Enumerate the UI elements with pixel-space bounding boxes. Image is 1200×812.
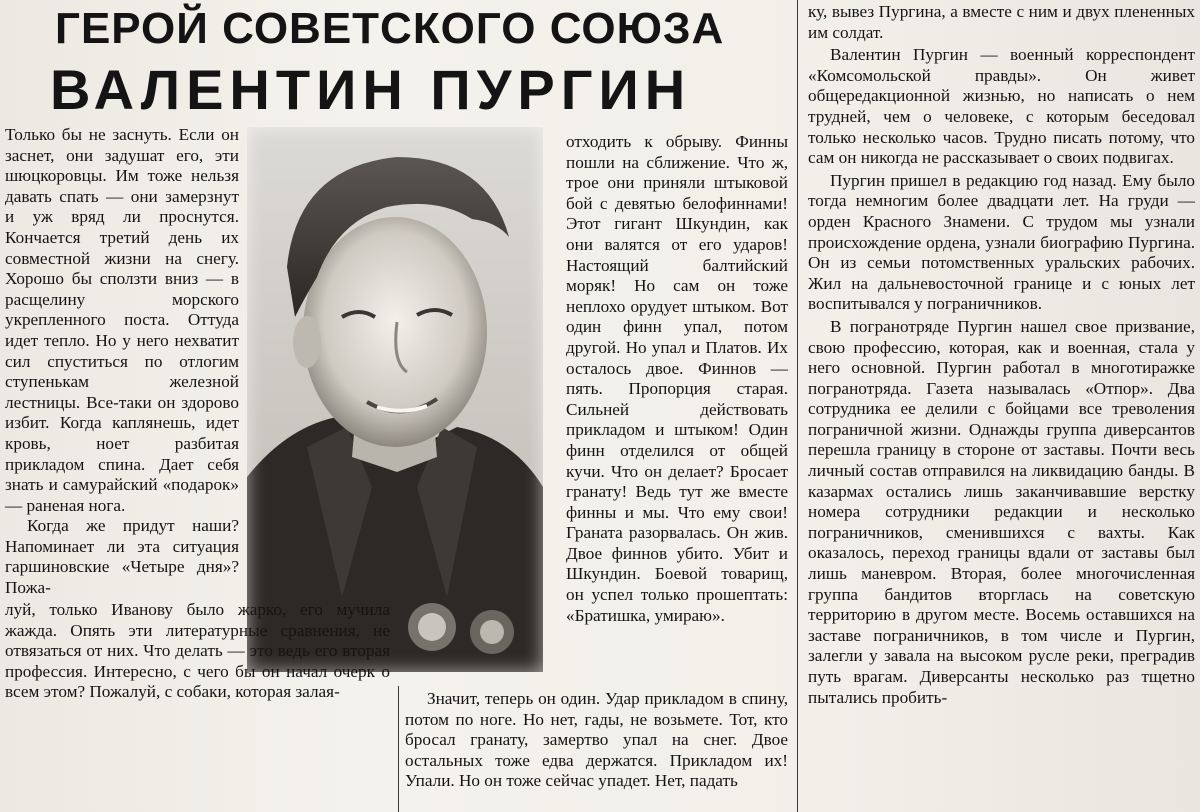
portrait-photo	[247, 127, 543, 672]
article-column-left-bottom	[5, 600, 390, 703]
article-column-middle-bottom	[405, 689, 788, 792]
article-paragraph: ку, вывез Пургина, а вместе с ним и двух плененных им солдат.	[808, 2, 1195, 42]
headline-kicker: ГЕРОЙ СОВЕТСКОГО СОЮЗА	[55, 4, 725, 53]
article-column-middle-top	[566, 132, 788, 626]
article-column-left-top	[5, 125, 239, 599]
column-divider	[797, 0, 798, 812]
article-paragraph: Когда же придут наши? Напоминает ли эта ситуация гаршиновские «Четыре дня»? Пожа-	[5, 516, 239, 598]
headline-title: ВАЛЕНТИН ПУРГИН	[50, 58, 692, 121]
article-paragraph: Пургин пришел в редакцию год назад. Ему было тогда немногим более двадцати лет. На груди — орден Красного Знамени. С трудом мы узнали происхождение ордена, узнали биографию Пургина. Он из семьи потомственных уральских рабочих. Жил на дальневосточной границе и с юных лет воспитывался у пограничников.	[808, 170, 1195, 314]
article-paragraph: Только бы не заснуть. Если он заснет, они задушат его, эти шюцкоровцы. Им тоже нельзя давать спать — они замерзнут и уж вряд ли проснутся. Кончается третий день их совместной жизни на снегу. Хорошо бы сползти вниз — в расщелину морского укрепленного поста. Оттуда идет тепло. Но у него нехватит сил спуститься по отлогим ступенькам железной лестницы. Все-таки он здорово избит. Когда каплянешь, идет кровь, ноет разбитая прикладом спина. Дает себя знать и самурайский «подарок» — раненая нога.	[5, 125, 239, 515]
article-paragraph: В погранотряде Пургин нашел свое призвание, свою профессию, которая, как и военная, стала у него основной. Пургин работал в многотиражке погранотряда. Газета называлась «Отпор». Два сотрудника ее делили с бойцами все треволения пограничной жизни. Однажды группа диверсантов перешла границу в стороне от заставы. Почти весь личный состав отправился на ликвидацию банды. В казармах остались лишь заканчивавшие верстку номера сотрудники редакции и несколько пограничников, сменившихся с вахты. Как оказалось, переход границы вдали от заставы был лишь маневром. Вторая, более многочисленная группа бандитов вторглась на советскую территорию в другом месте. Восемь оставшихся на заставе пограничников, в том числе и Пургин, залегли у завала на высоком русле реки, преградив путь врагам. Диверсанты несколько раз тщетно пытались пробить-	[808, 316, 1195, 707]
article-paragraph: Значит, теперь он один. Удар прикладом в спину, потом по ноге. Но нет, гады, не возьмете. Тот, кто бросал гранату, замертво упал на снег. Двое остальных тоже едва держатся. Прикладом их! Упали. Но он тоже сейчас упадет. Нет, падать	[405, 689, 788, 791]
article-column-right	[808, 2, 1195, 708]
article-paragraph: отходить к обрыву. Финны пошли на сближение. Что ж, трое они приняли штыковой бой с девятью белофиннами! Этот гигант Шкундин, как они валятся от его ударов! Настоящий балтийский моряк! Но сам он тоже неплохо орудует штыком. Вот один финн упал, потом другой. Но упал и Платов. Их осталось двое. Финнов — пять. Пропорция старая. Сильней действовать прикладом и штыком! Один финн отделился от общей кучи. Что он делает? Бросает гранату! Ведь тут же вместе финны и мы. Что ему свои! Граната разорвалась. Он жив. Двое финнов убито. Убит и Шкундин. Боевой товарищ, он успел только прошептать: «Братишка, умираю».	[566, 132, 788, 625]
column-divider	[398, 686, 399, 812]
article-paragraph: луй, только Иванову было жарко, его мучила жажда. Опять эти литературные сравнения, не отвязаться от них. Что делать — это ведь его вторая профессия. Интересно, с чего бы он начал очерк о всем этом? Пожалуй, с собаки, которая залая-	[5, 600, 390, 702]
article-paragraph: Валентин Пургин — военный корреспондент «Комсомольской правды». Он живет общередакционной жизнью, но написать о нем трудней, чем о человеке, с которым беседовал только несколько часов. Трудно писать потому, что сам он никогда не рассказывает о своих подвигах.	[808, 45, 1195, 168]
photo-vignette	[247, 127, 543, 672]
